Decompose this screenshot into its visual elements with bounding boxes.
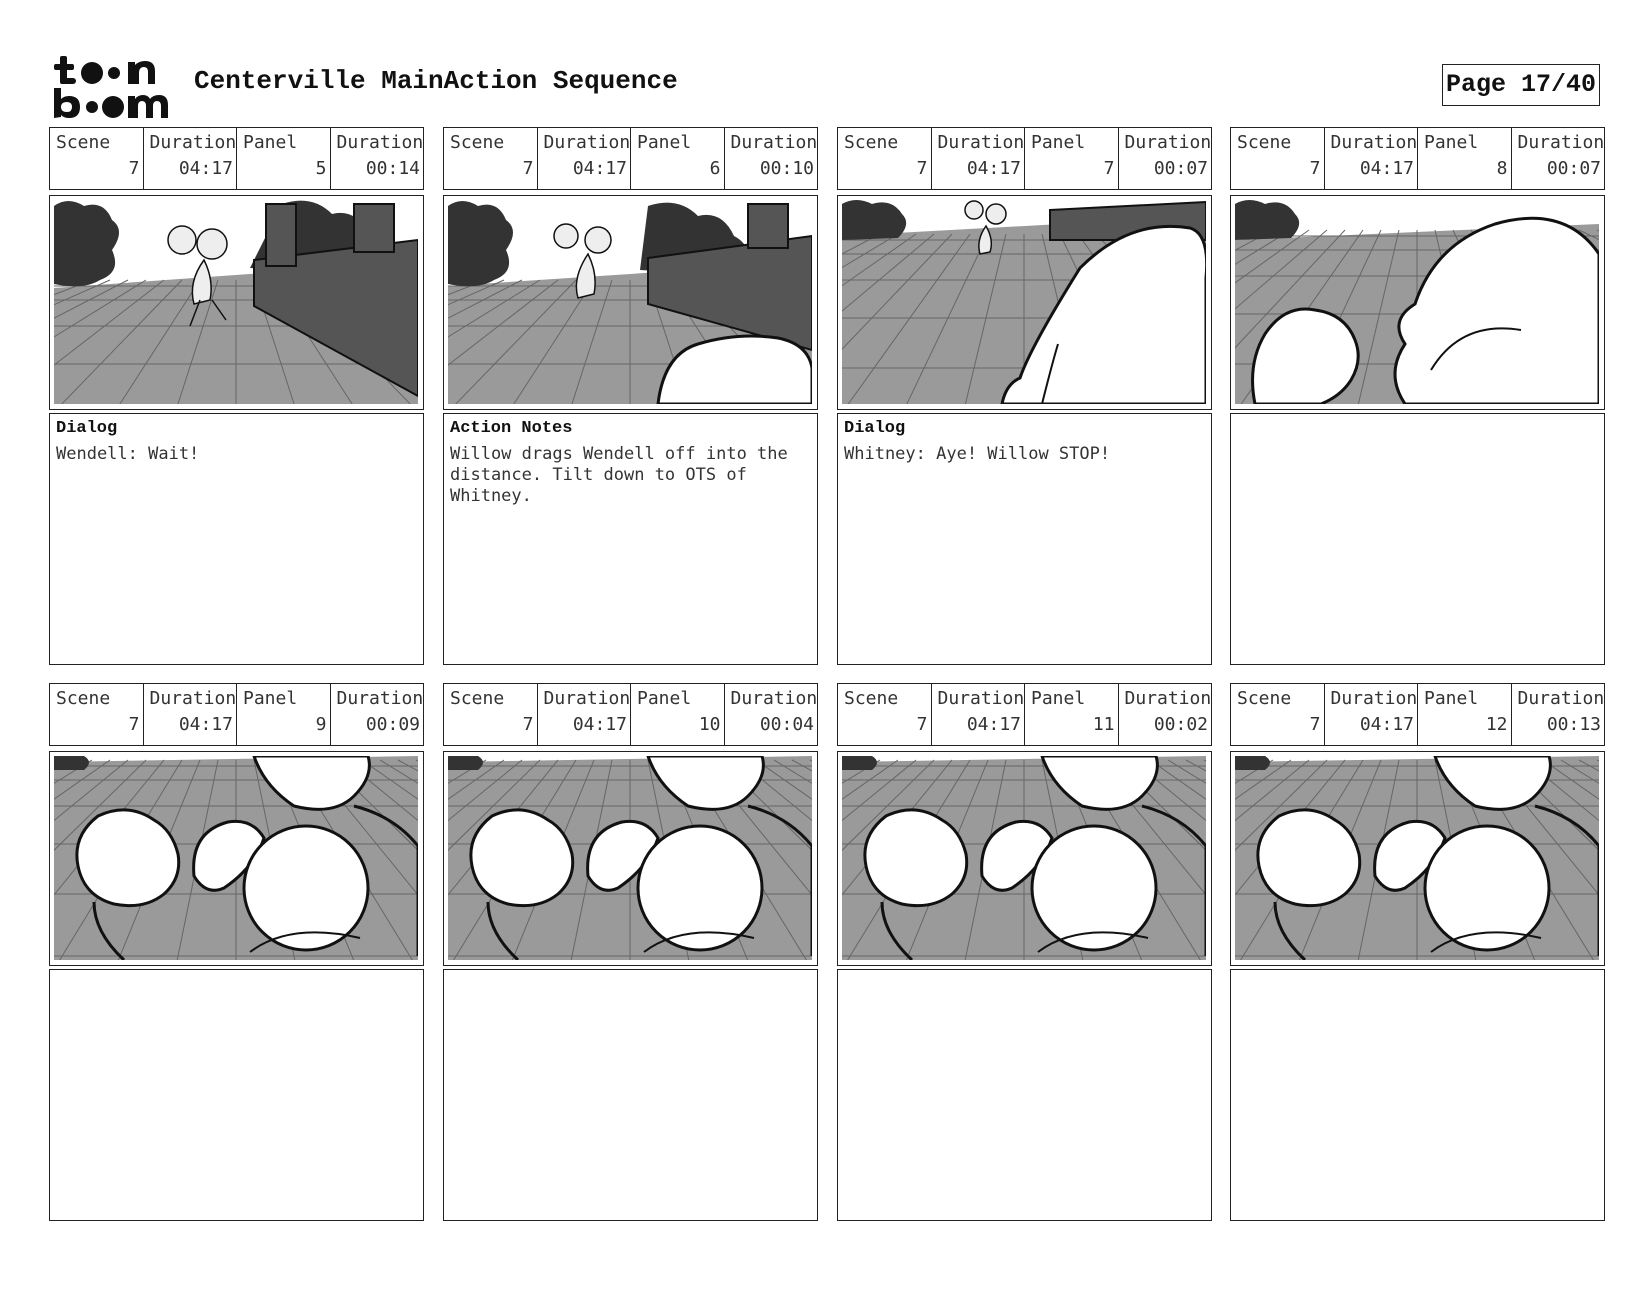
- panel-notes-box: [443, 413, 818, 665]
- duration-label: Duration: [543, 688, 631, 709]
- scene-label: Scene: [56, 132, 111, 153]
- duration-label: Duration: [1124, 132, 1212, 153]
- logo-mark: [52, 54, 172, 120]
- panel-duration: 00:02: [1153, 714, 1208, 735]
- scene-duration: 04:17: [178, 158, 233, 179]
- panel-sketch-image: [837, 751, 1212, 966]
- scene-cell: [1231, 128, 1325, 189]
- panel-number: 10: [698, 714, 721, 735]
- scene-label: Scene: [1237, 688, 1292, 709]
- duration-label: Duration: [543, 132, 631, 153]
- panel-label: Panel: [1424, 688, 1479, 709]
- panel-label: Panel: [637, 688, 692, 709]
- scene-number: 7: [916, 158, 928, 179]
- scene-duration: 04:17: [966, 158, 1021, 179]
- scene-label: Scene: [56, 688, 111, 709]
- duration-label: Duration: [730, 688, 818, 709]
- panel-duration: 00:07: [1546, 158, 1601, 179]
- scene-cell: [50, 684, 144, 745]
- panel-info-header: [49, 683, 424, 746]
- panel-cell: [1418, 128, 1512, 189]
- scene-duration-cell: [144, 128, 238, 189]
- scene-number: 7: [1309, 158, 1321, 179]
- scene-label: Scene: [1237, 132, 1292, 153]
- panel-duration-cell: [1119, 128, 1212, 189]
- panel-notes-box: [837, 413, 1212, 665]
- panel-duration-cell: [1119, 684, 1212, 745]
- duration-label: Duration: [730, 132, 818, 153]
- panel-duration: 00:09: [365, 714, 420, 735]
- duration-label: Duration: [149, 132, 237, 153]
- panel-sketch-image: [443, 751, 818, 966]
- panel-cell: [1025, 684, 1119, 745]
- duration-label: Duration: [1330, 688, 1418, 709]
- scene-cell: [838, 684, 932, 745]
- scene-cell: [1231, 684, 1325, 745]
- panel-cell: [237, 128, 331, 189]
- scene-cell: [444, 128, 538, 189]
- panel-duration-cell: [331, 128, 424, 189]
- sketch-drawing: [54, 200, 418, 404]
- panel-number: 9: [315, 714, 327, 735]
- scene-duration-cell: [932, 128, 1026, 189]
- panel-notes-box: [837, 969, 1212, 1221]
- duration-label: Duration: [937, 132, 1025, 153]
- notes-heading: Action Notes: [450, 419, 573, 438]
- scene-number: 7: [128, 714, 140, 735]
- panel-cell: [631, 128, 725, 189]
- panel-number: 6: [709, 158, 721, 179]
- duration-label: Duration: [336, 688, 424, 709]
- panel-cell: [1025, 128, 1119, 189]
- panel-duration: 00:13: [1546, 714, 1601, 735]
- panel-info-header: [837, 127, 1212, 190]
- panel-number: 7: [1103, 158, 1115, 179]
- notes-text: Wendell: Wait!: [56, 444, 200, 464]
- notes-heading: Dialog: [56, 419, 118, 438]
- sketch-drawing: [448, 200, 812, 404]
- panel-cell: [1418, 684, 1512, 745]
- panel-duration-cell: [331, 684, 424, 745]
- panel-notes-box: [49, 969, 424, 1221]
- sequence-title: Centerville MainAction Sequence: [194, 66, 678, 96]
- scene-duration-cell: [1325, 684, 1419, 745]
- panel-notes-box: [1230, 413, 1605, 665]
- scene-duration-cell: [1325, 128, 1419, 189]
- panel-sketch-image: [49, 195, 424, 410]
- panel-label: Panel: [1424, 132, 1479, 153]
- panel-duration-cell: [1512, 684, 1605, 745]
- notes-text: Whitney: Aye! Willow STOP!: [844, 444, 1111, 464]
- scene-duration-cell: [932, 684, 1026, 745]
- scene-duration: 04:17: [1359, 714, 1414, 735]
- panel-cell: [237, 684, 331, 745]
- scene-label: Scene: [844, 688, 899, 709]
- scene-label: Scene: [450, 132, 505, 153]
- panel-notes-box: [1230, 969, 1605, 1221]
- panel-number: 5: [315, 158, 327, 179]
- scene-cell: [444, 684, 538, 745]
- duration-label: Duration: [1517, 132, 1605, 153]
- panel-info-header: [1230, 127, 1605, 190]
- panel-label: Panel: [1031, 132, 1086, 153]
- panel-label: Panel: [243, 132, 298, 153]
- panel-number: 11: [1092, 714, 1115, 735]
- duration-label: Duration: [1330, 132, 1418, 153]
- panel-duration: 00:14: [365, 158, 420, 179]
- scene-cell: [838, 128, 932, 189]
- toon-boom-logo: [52, 54, 172, 120]
- sketch-drawing: [842, 756, 1206, 960]
- duration-label: Duration: [1517, 688, 1605, 709]
- page-number: Page 17/40: [1442, 64, 1600, 106]
- panel-cell: [631, 684, 725, 745]
- scene-number: 7: [522, 158, 534, 179]
- duration-label: Duration: [937, 688, 1025, 709]
- panel-info-header: [443, 683, 818, 746]
- panel-sketch-image: [1230, 195, 1605, 410]
- scene-label: Scene: [450, 688, 505, 709]
- scene-number: 7: [128, 158, 140, 179]
- notes-text: Willow drags Wendell off into the distance. Tilt down to OTS of Whitney.: [450, 444, 799, 506]
- panel-info-header: [49, 127, 424, 190]
- scene-number: 7: [1309, 714, 1321, 735]
- scene-label: Scene: [844, 132, 899, 153]
- scene-number: 7: [522, 714, 534, 735]
- panel-duration-cell: [725, 684, 818, 745]
- duration-label: Duration: [336, 132, 424, 153]
- scene-duration-cell: [538, 684, 632, 745]
- panel-info-header: [443, 127, 818, 190]
- scene-duration: 04:17: [966, 714, 1021, 735]
- panel-number: 12: [1485, 714, 1508, 735]
- scene-duration: 04:17: [1359, 158, 1414, 179]
- sketch-drawing: [54, 756, 418, 960]
- scene-duration-cell: [538, 128, 632, 189]
- panel-info-header: [1230, 683, 1605, 746]
- panel-label: Panel: [1031, 688, 1086, 709]
- duration-label: Duration: [1124, 688, 1212, 709]
- sketch-drawing: [842, 200, 1206, 404]
- panel-notes-box: [49, 413, 424, 665]
- panel-duration: 00:07: [1153, 158, 1208, 179]
- panel-sketch-image: [1230, 751, 1605, 966]
- sketch-drawing: [448, 756, 812, 960]
- panel-duration: 00:10: [759, 158, 814, 179]
- sketch-drawing: [1235, 200, 1599, 404]
- panel-duration: 00:04: [759, 714, 814, 735]
- scene-number: 7: [916, 714, 928, 735]
- panel-label: Panel: [243, 688, 298, 709]
- panel-sketch-image: [443, 195, 818, 410]
- panel-number: 8: [1496, 158, 1508, 179]
- panel-info-header: [837, 683, 1212, 746]
- panel-duration-cell: [725, 128, 818, 189]
- scene-duration-cell: [144, 684, 238, 745]
- panel-duration-cell: [1512, 128, 1605, 189]
- scene-duration: 04:17: [572, 714, 627, 735]
- duration-label: Duration: [149, 688, 237, 709]
- scene-duration: 04:17: [572, 158, 627, 179]
- scene-cell: [50, 128, 144, 189]
- sketch-drawing: [1235, 756, 1599, 960]
- panel-sketch-image: [837, 195, 1212, 410]
- panel-sketch-image: [49, 751, 424, 966]
- panel-label: Panel: [637, 132, 692, 153]
- panel-notes-box: [443, 969, 818, 1221]
- notes-heading: Dialog: [844, 419, 906, 438]
- scene-duration: 04:17: [178, 714, 233, 735]
